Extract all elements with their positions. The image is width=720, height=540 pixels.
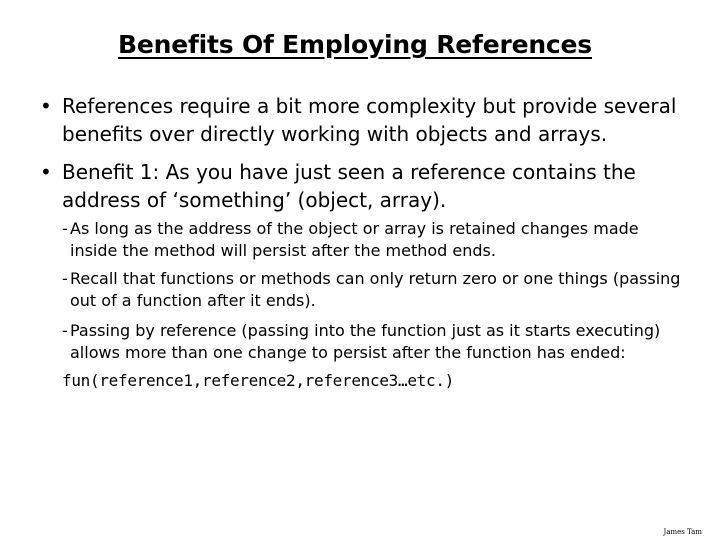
slide-title: Benefits Of Employing References <box>118 30 592 59</box>
bullet-item <box>40 158 690 214</box>
bullet-text: References require a bit more complexity but provide several benefits over directly working with objects and arrays. <box>62 94 677 146</box>
subpoint-text: Recall that functions or methods can only return zero or one things (passing out of a function after it ends). <box>70 269 681 310</box>
subpoint-marker: - <box>62 219 68 238</box>
subpoint-marker: - <box>62 321 68 340</box>
bullet-text: Benefit 1: As you have just seen a reference contains the address of ‘something’ (object, array). <box>62 160 636 212</box>
subpoint-text: Passing by reference (passing into the function just as it starts executing) allows more than one change to persist after the function has ended: <box>70 321 661 362</box>
author-footer: James Tam <box>663 528 702 536</box>
code-example: fun(reference1,reference2,reference3…etc.) <box>62 371 454 390</box>
bullet-item <box>40 92 690 148</box>
subpoint-item <box>62 268 682 312</box>
subpoint-item <box>62 320 682 364</box>
bullet-marker: • <box>40 94 52 118</box>
subpoint-text: As long as the address of the object or array is retained changes made inside the method will persist after the method ends. <box>70 219 639 260</box>
bullet-marker: • <box>40 160 52 184</box>
subpoint-item <box>62 218 682 262</box>
subpoint-marker: - <box>62 269 68 288</box>
